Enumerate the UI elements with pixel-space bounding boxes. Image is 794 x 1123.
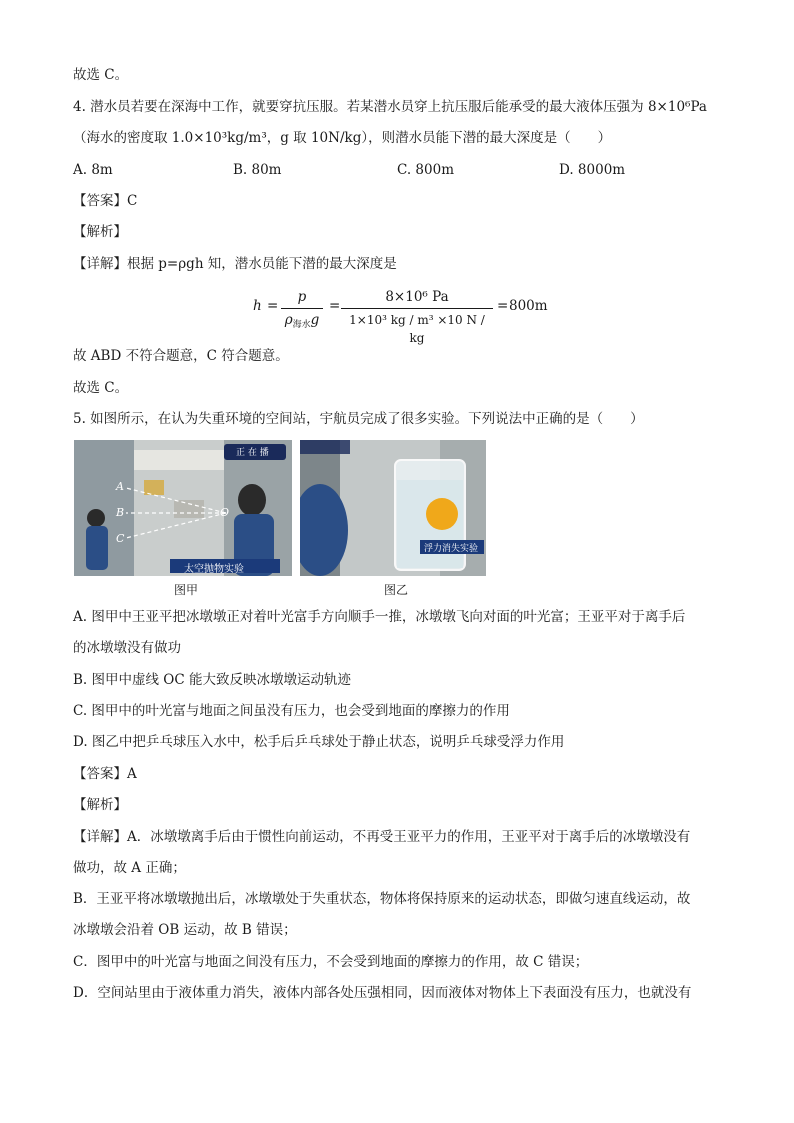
figure-yi-caption: 图乙 (384, 583, 409, 597)
figure-jia-scene (74, 440, 292, 576)
figure-jia-caption: 图甲 (174, 583, 199, 597)
line-previous-choice: 故选 C。 (73, 67, 129, 83)
q5-option-c: C. 图甲中的叶光富与地面之间虽没有压力，也会受到地面的摩擦力的作用 (73, 703, 510, 719)
figure-jia-photo (74, 440, 292, 576)
question-5-stem: 5. 如图所示，在认为失重环境的空间站，宇航员完成了很多实验。下列说法中正确的是（ ） (73, 411, 644, 427)
q4-detail: 【详解】根据 p=ρgh 知，潜水员能下潜的最大深度是 (73, 256, 397, 272)
q5-answer: 【答案】A (73, 766, 137, 782)
figure-yi-scene (300, 440, 486, 576)
fraction-1-denominator: $\rho_{海水}g$ (284, 312, 320, 330)
fraction-2-denominator: 1×10³ kg / m³ ×10 N / kg (349, 313, 485, 345)
fraction-2-numerator: 8×10⁶ Pa (341, 288, 493, 309)
figure-jia-banner: 太空抛物实验 (184, 564, 244, 575)
formula-result: 800m (509, 298, 548, 314)
trajectory-label-o: O (220, 506, 230, 519)
trajectory-label-c: C (116, 532, 125, 545)
q4-option-a: A. 8m (73, 162, 113, 178)
formula-fraction-1 (281, 288, 323, 334)
q4-option-b: B. 80m (233, 162, 282, 178)
formula-equals-2: = (329, 298, 341, 314)
q5-detail-5: C．图甲中的叶光富与地面之间没有压力，不会受到地面的摩擦力的作用，故 C 错误； (73, 954, 589, 970)
q5-analysis-heading: 【解析】 (73, 797, 127, 813)
q5-option-a-line2: 的冰墩墩没有做功 (73, 640, 181, 656)
q4-option-d: D. 8000m (559, 162, 626, 178)
question-4-stem: 4. 潜水员若要在深海中工作，就要穿抗压服。若某潜水员穿上抗压服后能承受的最大液体压强为 8×10⁶Pa (73, 99, 707, 115)
q5-detail-3: B．王亚平将冰墩墩抛出后，冰墩墩处于失重状态，物体将保持原来的运动状态，即做匀速直线运动，故 (73, 891, 691, 907)
formula-equals-1: = (267, 298, 279, 314)
q4-choice: 故选 C。 (73, 380, 129, 396)
formula-lhs: h (253, 298, 262, 314)
q4-option-c: C. 800m (397, 162, 454, 178)
figure-jia-logo: 正 在 播 (236, 448, 269, 458)
q5-option-a-line1: A. 图甲中王亚平把冰墩墩正对着叶光富手方向顺手一推，冰墩墩飞向对面的叶光富；王亚平对于离手后 (73, 609, 686, 625)
q4-analysis-heading: 【解析】 (73, 224, 127, 240)
q4-answer: 【答案】C (73, 193, 138, 209)
q5-detail-1: 【详解】A．冰墩墩离手后由于惯性向前运动，不再受王亚平力的作用，王亚平对于离手后的冰墩墩没有 (73, 829, 691, 845)
q5-detail-4: 冰墩墩会沿着 OB 运动，故 B 错误； (73, 922, 297, 938)
q5-detail-6: D．空间站里由于液体重力消失，液体内部各处压强相同，因而液体对物体上下表面没有压力，也就没有 (73, 985, 692, 1001)
figure-yi-banner: 浮力消失实验 (424, 544, 479, 554)
q4-conclusion: 故 ABD 不符合题意，C 符合题意。 (73, 348, 289, 364)
formula-fraction-2 (341, 288, 493, 347)
q5-option-d: D. 图乙中把乒乓球压入水中，松手后乒乓球处于静止状态，说明乒乓球受浮力作用 (73, 734, 565, 750)
q5-detail-2: 做功，故 A 正确； (73, 860, 186, 876)
figure-yi-photo (300, 440, 486, 576)
depth-formula (253, 288, 553, 345)
question-4-stem-continued: （海水的密度取 1.0×10³kg/m³，g 取 10N/kg），则潜水员能下潜的最大深度是（ ） (73, 130, 612, 146)
trajectory-label-b: B (116, 506, 125, 519)
fraction-1-numerator: p (281, 288, 323, 309)
q5-option-b: B. 图甲中虚线 OC 能大致反映冰墩墩运动轨迹 (73, 672, 351, 688)
formula-equals-3: = (497, 298, 509, 314)
trajectory-label-a: A (116, 480, 124, 493)
